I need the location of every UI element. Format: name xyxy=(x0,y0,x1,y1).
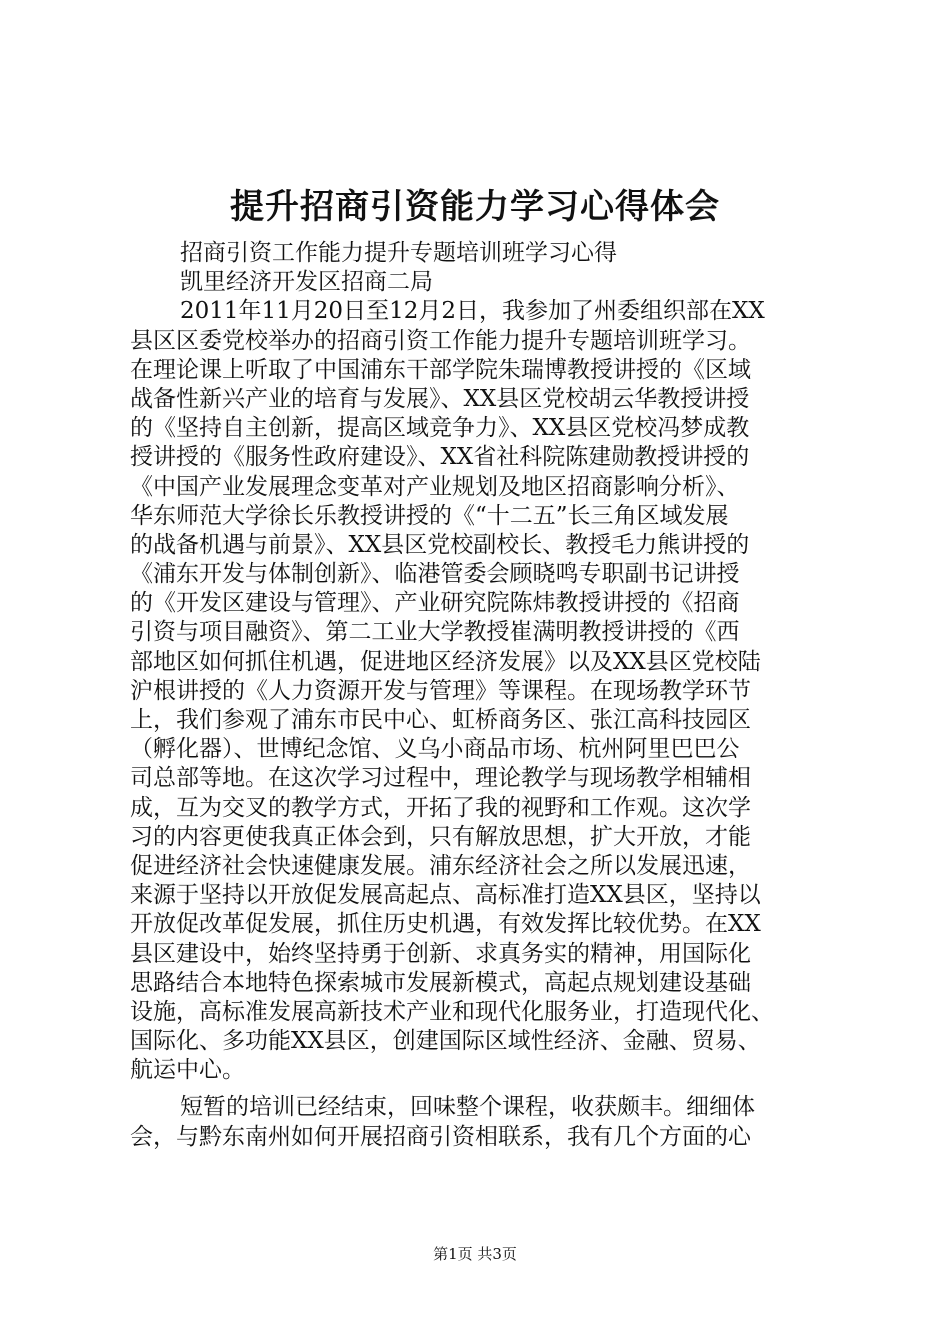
paragraph-1 xyxy=(130,297,835,1085)
paragraph-line: 县区区委党校举办的招商引资工作能力提升专题培训班学习。 xyxy=(130,327,751,354)
paragraph-line: 习的内容更使我真正体会到，只有解放思想，扩大开放，才能 xyxy=(130,823,751,850)
paragraph-line: 2011年11月20日至12月2日，我参加了州委组织部在XX xyxy=(180,298,765,325)
paragraph-line: 的战备机遇与前景》、XX县区党校副校长、教授毛力熊讲授的 xyxy=(130,531,750,558)
paragraph-line: 思路结合本地特色探索城市发展新模式，高起点规划建设基础 xyxy=(130,969,751,996)
paragraph-line: 县区建设中，始终坚持勇于创新、求真务实的精神，用国际化 xyxy=(130,940,751,967)
paragraph-line: 司总部等地。在这次学习过程中，理论教学与现场教学相辅相 xyxy=(130,765,751,792)
paragraph-line: 授讲授的《服务性政府建设》、XX省社科院陈建勋教授讲授的 xyxy=(130,444,750,471)
paragraph-line: 设施，高标准发展高新技术产业和现代化服务业，打造现代化、 xyxy=(130,998,774,1025)
paragraph-line: 战备性新兴产业的培育与发展》、XX县区党校胡云华教授讲授 xyxy=(130,385,750,412)
document-author: 凯里经济开发区招商二局 xyxy=(180,269,433,296)
paragraph-line: 在理论课上听取了中国浦东干部学院朱瑞博教授讲授的《区域 xyxy=(130,356,751,383)
paragraph-line: 航运中心。 xyxy=(130,1057,245,1084)
paragraph-line: 成，互为交叉的教学方式，开拓了我的视野和工作观。这次学 xyxy=(130,794,751,821)
paragraph-line: 短暂的培训已经结束，回味整个课程，收获颇丰。细细体 xyxy=(180,1094,755,1121)
document-title: 提升招商引资能力学习心得体会 xyxy=(230,187,720,227)
document-body xyxy=(130,239,835,1152)
paragraph-line: 部地区如何抓住机遇，促进地区经济发展》以及XX县区党校陆 xyxy=(130,648,761,675)
paragraph-line: 来源于坚持以开放促发展高起点、高标准打造XX县区，坚持以 xyxy=(130,882,761,909)
paragraph-line: 国际化、多功能XX县区，创建国际区域性经济、金融、贸易、 xyxy=(130,1028,761,1055)
document-subtitle: 招商引资工作能力提升专题培训班学习心得 xyxy=(180,240,617,266)
paragraph-line: 的《坚持自主创新，提高区域竞争力》、XX县区党校冯梦成教 xyxy=(130,415,750,442)
paragraph-spacer xyxy=(130,1085,835,1093)
paragraph-line: 沪根讲授的《人力资源开发与管理》等课程。在现场教学环节 xyxy=(130,677,751,704)
paragraph-2 xyxy=(130,1093,835,1151)
paragraph-line: 促进经济社会快速健康发展。浦东经济社会之所以发展迅速， xyxy=(130,852,751,879)
paragraph-line: 会，与黔东南州如何开展招商引资相联系，我有几个方面的心 xyxy=(130,1123,751,1150)
paragraph-line: 开放促改革促发展，抓住历史机遇，有效发挥比较优势。在XX xyxy=(130,911,761,938)
paragraph-line: 引资与项目融资》、第二工业大学教授崔满明教授讲授的《西 xyxy=(130,619,740,646)
paragraph-line: （孵化器）、世博纪念馆、义乌小商品市场、杭州阿里巴巴公 xyxy=(130,736,740,763)
paragraph-line: 《中国产业发展理念变革对产业规划及地区招商影响分析》、 xyxy=(130,473,740,500)
paragraph-line: 的《开发区建设与管理》、产业研究院陈炜教授讲授的《招商 xyxy=(130,590,740,617)
page-footer: 第1页 共3页 xyxy=(433,1245,517,1263)
paragraph-line: 《浦东开发与体制创新》、临港管委会顾晓鸣专职副书记讲授 xyxy=(130,561,740,588)
paragraph-line: 上，我们参观了浦东市民中心、虹桥商务区、张江高科技园区 xyxy=(130,707,751,733)
paragraph-line: 华东师范大学徐长乐教授讲授的《“十二五”长三角区域发展 xyxy=(130,502,729,529)
